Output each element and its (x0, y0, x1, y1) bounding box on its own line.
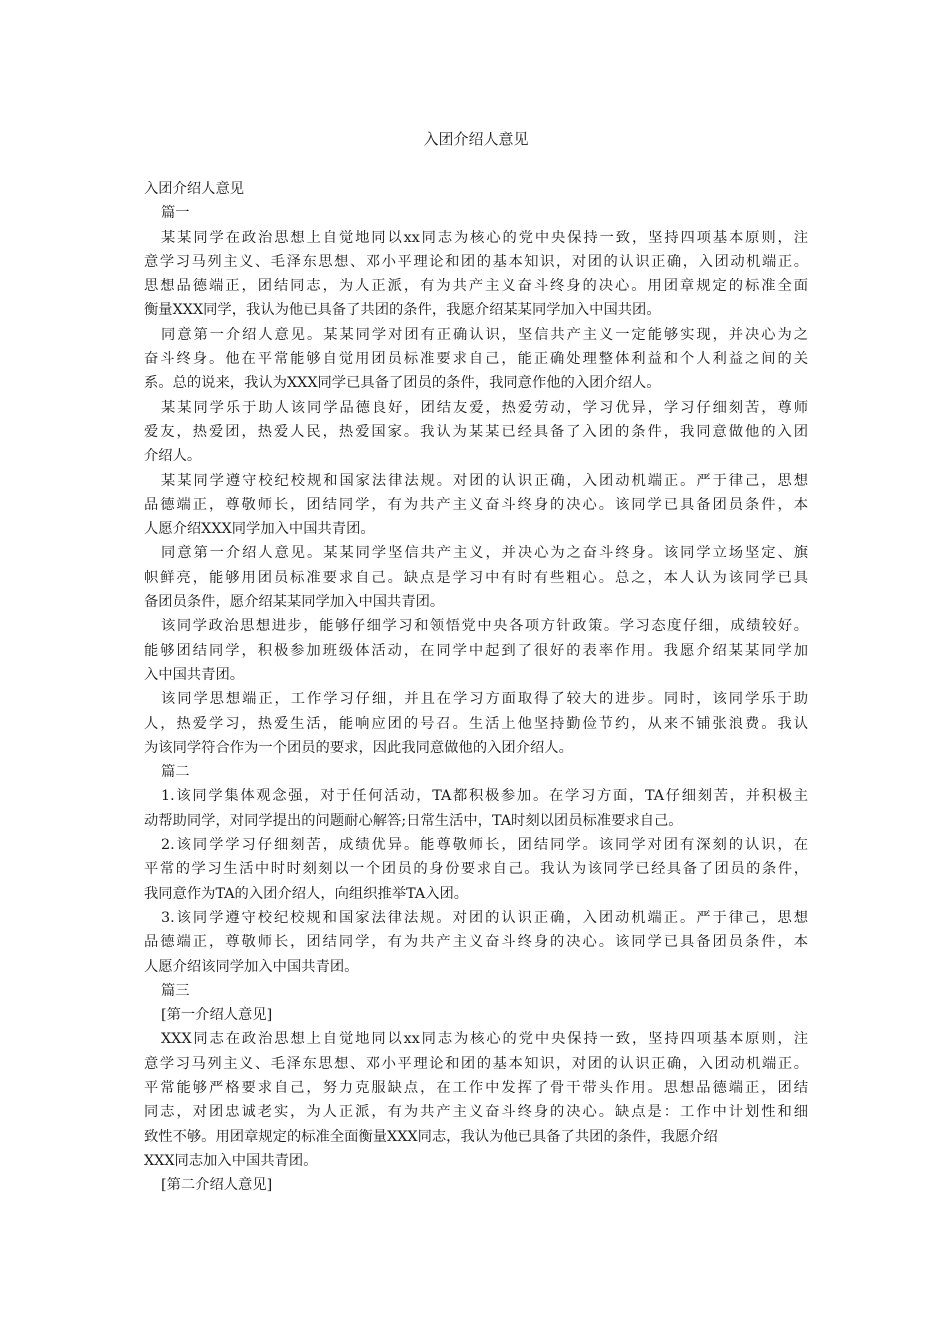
document-line: 该同学政治思想进步，能够仔细学习和领悟党中央各项方针政策。学习态度仔细，成绩较好。 (161, 618, 808, 635)
document-line: [第一介绍人意见] (161, 1007, 273, 1024)
document-line: 为该同学符合作为一个团员的要求，因此我同意做他的入团介绍人。 (144, 739, 573, 756)
document-line: 该同学思想端正，工作学习仔细，并且在学习方面取得了较大的进步。同时，该同学乐于助 (161, 691, 808, 708)
document-line: 某某同学在政治思想上自觉地同以xx同志为核心的党中央保持一致，坚持四项基本原则，注 (161, 229, 808, 246)
document-line: 某某同学遵守校纪校规和国家法律法规。对团的认识正确，入团动机端正。严于律己，思想 (161, 472, 808, 489)
document-line: 平常的学习生活中时时刻刻以一个团员的身份要求自己。我认为该同学已经具备了团员的条件， (144, 861, 808, 878)
document-line: [第二介绍人意见] (161, 1177, 273, 1194)
document-line: XXX同志在政治思想上自觉地同以xx同志为核心的党中央保持一致，坚持四项基本原则，注 (161, 1031, 808, 1048)
document-line: 帜鲜亮，能够用团员标准要求自己。缺点是学习中有时有些粗心。总之，本人认为该同学已具 (144, 569, 808, 586)
document-line: 1.该同学集体观念强，对于任何活动，TA都积极参加。在学习方面，TA仔细刻苦，并积极主 (161, 788, 808, 805)
document-line: 思想品德端正，团结同志，为人正派，有为共产主义奋斗终身的决心。用团章规定的标准全面 (144, 278, 808, 295)
document-line: 意学习马列主义、毛泽东思想、邓小平理论和团的基本知识，对团的认识正确，入团动机端正。 (144, 1055, 808, 1072)
document-line: 系。总的说来，我认为XXX同学已具备了团员的条件，我同意作他的入团介绍人。 (144, 375, 661, 392)
document-line: 品德端正，尊敬师长，团结同学，有为共产主义奋斗终身的决心。该同学已具备团员条件，本 (144, 934, 808, 951)
document-line: 篇二 (161, 764, 190, 781)
document-line: 同意第一介绍人意见。某某同学对团有正确认识，坚信共产主义一定能够实现，并决心为之 (161, 326, 808, 343)
document-line: 能够团结同学，积极参加班级体活动，在同学中起到了很好的表率作用。我愿介绍某某同学加 (144, 642, 808, 659)
document-line: 动帮助同学，对同学提出的问题耐心解答;日常生活中，TA时刻以团员标准要求自己。 (144, 812, 683, 829)
document-title: 入团介绍人意见 (423, 130, 529, 148)
document-line: 3.该同学遵守校纪校规和国家法律法规。对团的认识正确，入团动机端正。严于律己，思想 (161, 909, 808, 926)
document-line: 衡量XXX同学，我认为他已具备了共团的条件，我愿介绍某某同学加入中国共团。 (144, 302, 661, 319)
document-line: 篇三 (161, 982, 190, 999)
document-line: 某某同学乐于助人该同学品德良好，团结友爱，热爱劳动，学习优异，学习仔细刻苦，尊师 (161, 399, 808, 416)
document-line: 同志，对团忠诚老实，为人正派，有为共产主义奋斗终身的决心。缺点是：工作中计划性和细 (144, 1104, 808, 1121)
document-line: 平常能够严格要求自己，努力克服缺点，在工作中发挥了骨干带头作用。思想品德端正，团结 (144, 1079, 808, 1096)
document-line: 入中国共青团。 (144, 666, 245, 683)
document-line: 致性不够。用团章规定的标准全面衡量XXX同志，我认为他已具备了共团的条件，我愿介绍 (144, 1128, 718, 1145)
document-line: XXX同志加入中国共青团。 (144, 1152, 318, 1169)
document-line: 篇一 (161, 205, 190, 222)
document-line: 备团员条件，愿介绍某某同学加入中国共青团。 (144, 594, 445, 611)
document-line: 介绍人。 (144, 448, 202, 465)
document-line: 爱友，热爱团，热爱人民，热爱国家。我认为某某已经具备了入团的条件，我同意做他的入团 (144, 423, 808, 440)
document-line: 我同意作为TA的入团介绍人，向组织推举TA入团。 (144, 885, 469, 902)
document-line: 品德端正，尊敬师长，团结同学，有为共产主义奋斗终身的决心。该同学已具备团员条件，本 (144, 496, 808, 513)
document-line: 意学习马列主义、毛泽东思想、邓小平理论和团的基本知识，对团的认识正确，入团动机端正。 (144, 253, 808, 270)
document-line: 人愿介绍XXX同学加入中国共青团。 (144, 521, 375, 538)
document-line: 奋斗终身。他在平常能够自觉用团员标准要求自己，能正确处理整体利益和个人利益之间的关 (144, 351, 808, 368)
document-line: 同意第一介绍人意见。某某同学坚信共产主义，并决心为之奋斗终身。该同学立场坚定、旗 (161, 545, 808, 562)
document-line: 人愿介绍该同学加入中国共青团。 (144, 958, 359, 975)
document-line: 入团介绍人意见 (144, 181, 245, 197)
document-line: 2.该同学学习仔细刻苦，成绩优异。能尊敬师长，团结同学。该同学对团有深刻的认识，在 (161, 837, 808, 854)
document-line: 人，热爱学习，热爱生活，能响应团的号召。生活上他坚持勤俭节约，从来不铺张浪费。我认 (144, 715, 808, 732)
document-body (144, 177, 808, 1197)
